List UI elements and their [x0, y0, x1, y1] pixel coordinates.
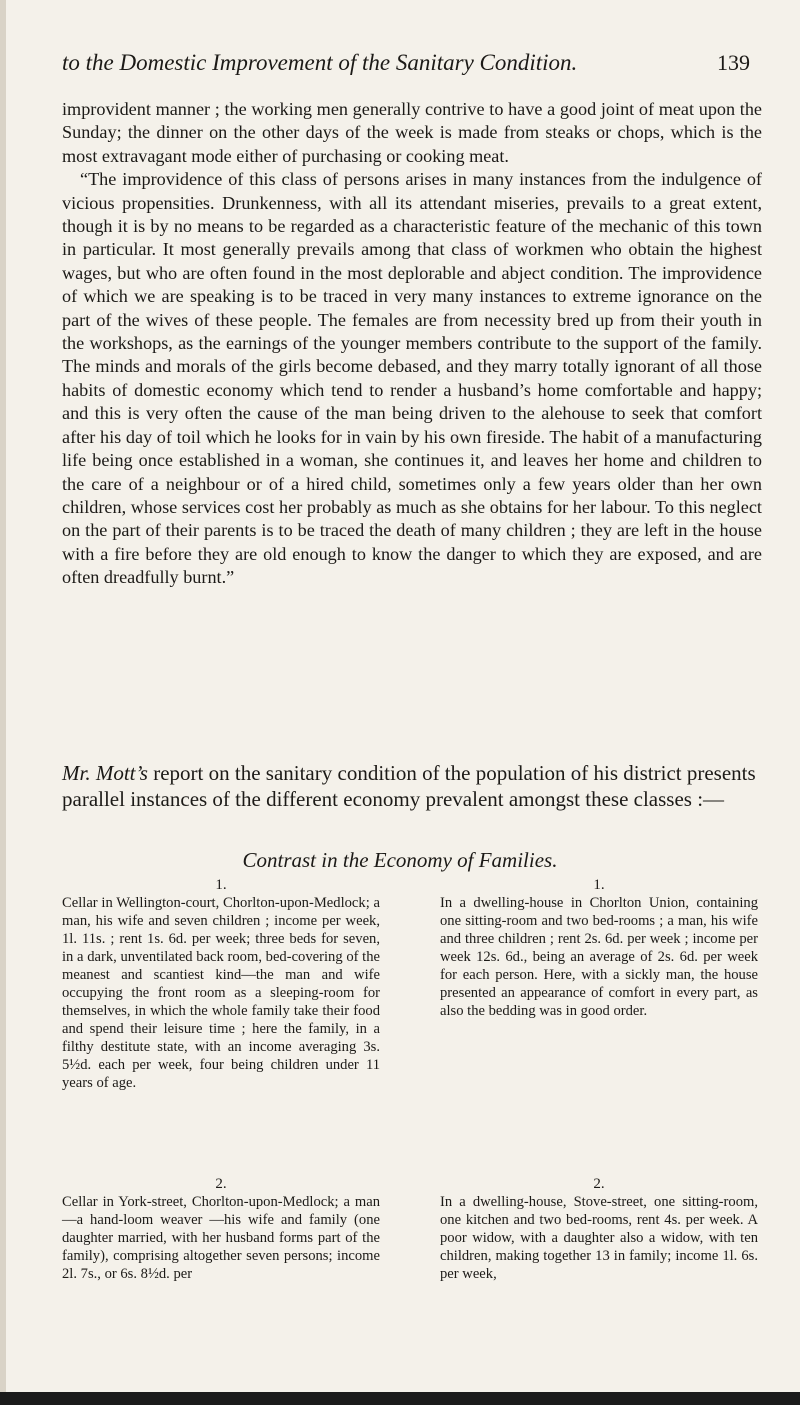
paragraph-2: “The improvidence of this class of persons arises in many instances from the indulgence of vicious propensities. Drunkenness, with all its attendant miseries, prevails to a great extent, though it is by no means to be regarded as a characteristic feature of the mechanic of this town in particular. It most generally prevails among that class of workmen who obtain the highest wages, but who are often found in the most deplorable and abject condition. The improvidence of which we are speaking is to be traced in very many instances to extreme ignorance on the part of the wives of these people. The females are from necessity bred up from their youth in the workshops, as the earnings of the younger members contribute to the support of the family. The minds and morals of the girls become debased, and they marry totally ignorant of all those habits of domestic economy which tend to render a husband’s home comfortable and happy; and this is very often the cause of the man being driven to the alehouse to seek that comfort after his day of toil which he looks for in vain by his own fireside. The habit of a manufacturing life being once established in a woman, she continues it, and leaves her home and children to the care of a neighbour or of a hired child, sometimes only a few years older than her own children, whose services cost her probably as much as she obtains for her labour. To this neglect on the part of their parents is to be traced the death of many children ; they are left in the house with a fire before they are old enough to know the danger to which they are exposed, and are often dreadfully burnt.” — [62, 169, 762, 588]
entry-text: Cellar in Wellington-court, Chorlton-upon-Medlock; a man, his wife and seven children ; income per week, 1l. 11s. ; rent 1s. 6d. per week; three beds for seven, in a dark, unventilated back room, bed-covering of the meanest and scantiest kind—the man and wife occupying the front room as a sleeping-room for themselves, in which the whole family take their food and spend their leisure time ; here the family, in a filthy destitute state, with an income averaging 3s. 5½d. each per week, four being children under 11 years of age. — [62, 895, 380, 1091]
scan-edge-bar — [0, 1392, 800, 1405]
paragraph-1: improvident manner ; the working men generally contrive to have a good joint of meat upon the Sunday; the dinner on the other days of the week is made from steaks or chops, which is the most extravagant mode either of purchasing or cooking meat. — [62, 99, 762, 166]
right-entry-1 — [440, 876, 758, 1020]
mott-paragraph — [62, 760, 762, 812]
entry-text: In a dwelling-house in Chorlton Union, containing one sitting-room and two bed-rooms ; a man, his wife and three children ; rent 2s. 6d. per week ; income per week 12s. 6d., being an average of 2s. 6d. per week for each person. Here, with a sickly man, the house presented an appearance of comfort in every part, as also the bedding was in good order. — [440, 895, 758, 1019]
running-title: to the Domestic Improvement of the Sanitary Condition. — [62, 50, 578, 75]
table-title: Contrast in the Economy of Families. — [242, 848, 558, 872]
mott-text: report on the sanitary condition of the population of his district presents parallel instances of the different economy prevalent amongst these classes :— — [62, 761, 756, 811]
entry-number: 2. — [215, 1176, 227, 1192]
right-entry-2 — [440, 1175, 758, 1283]
page-spine — [0, 0, 6, 1405]
left-entry-2 — [62, 1175, 380, 1283]
mott-name: Mr. Mott’s — [62, 761, 148, 785]
running-header — [62, 50, 750, 76]
entry-text: In a dwelling-house, Stove-street, one sitting-room, one kitchen and two bed-rooms, rent 4s. per week. A poor widow, with a daughter also a widow, with ten children, making together 13 in family; income 1l. 6s. per week, — [440, 1194, 758, 1282]
entry-number: 1. — [593, 877, 605, 893]
entry-number: 2. — [593, 1176, 605, 1192]
page-number: 139 — [717, 50, 750, 75]
entry-text: Cellar in York-street, Chorlton-upon-Medlock; a man—a hand-loom weaver —his wife and family (one daughter married, with her husband forms part of the family), comprising altogether seven persons; income 2l. 7s., or 6s. 8½d. per — [62, 1194, 380, 1282]
entry-number: 1. — [215, 877, 227, 893]
body-text — [62, 98, 762, 590]
left-entry-1 — [62, 876, 380, 1092]
